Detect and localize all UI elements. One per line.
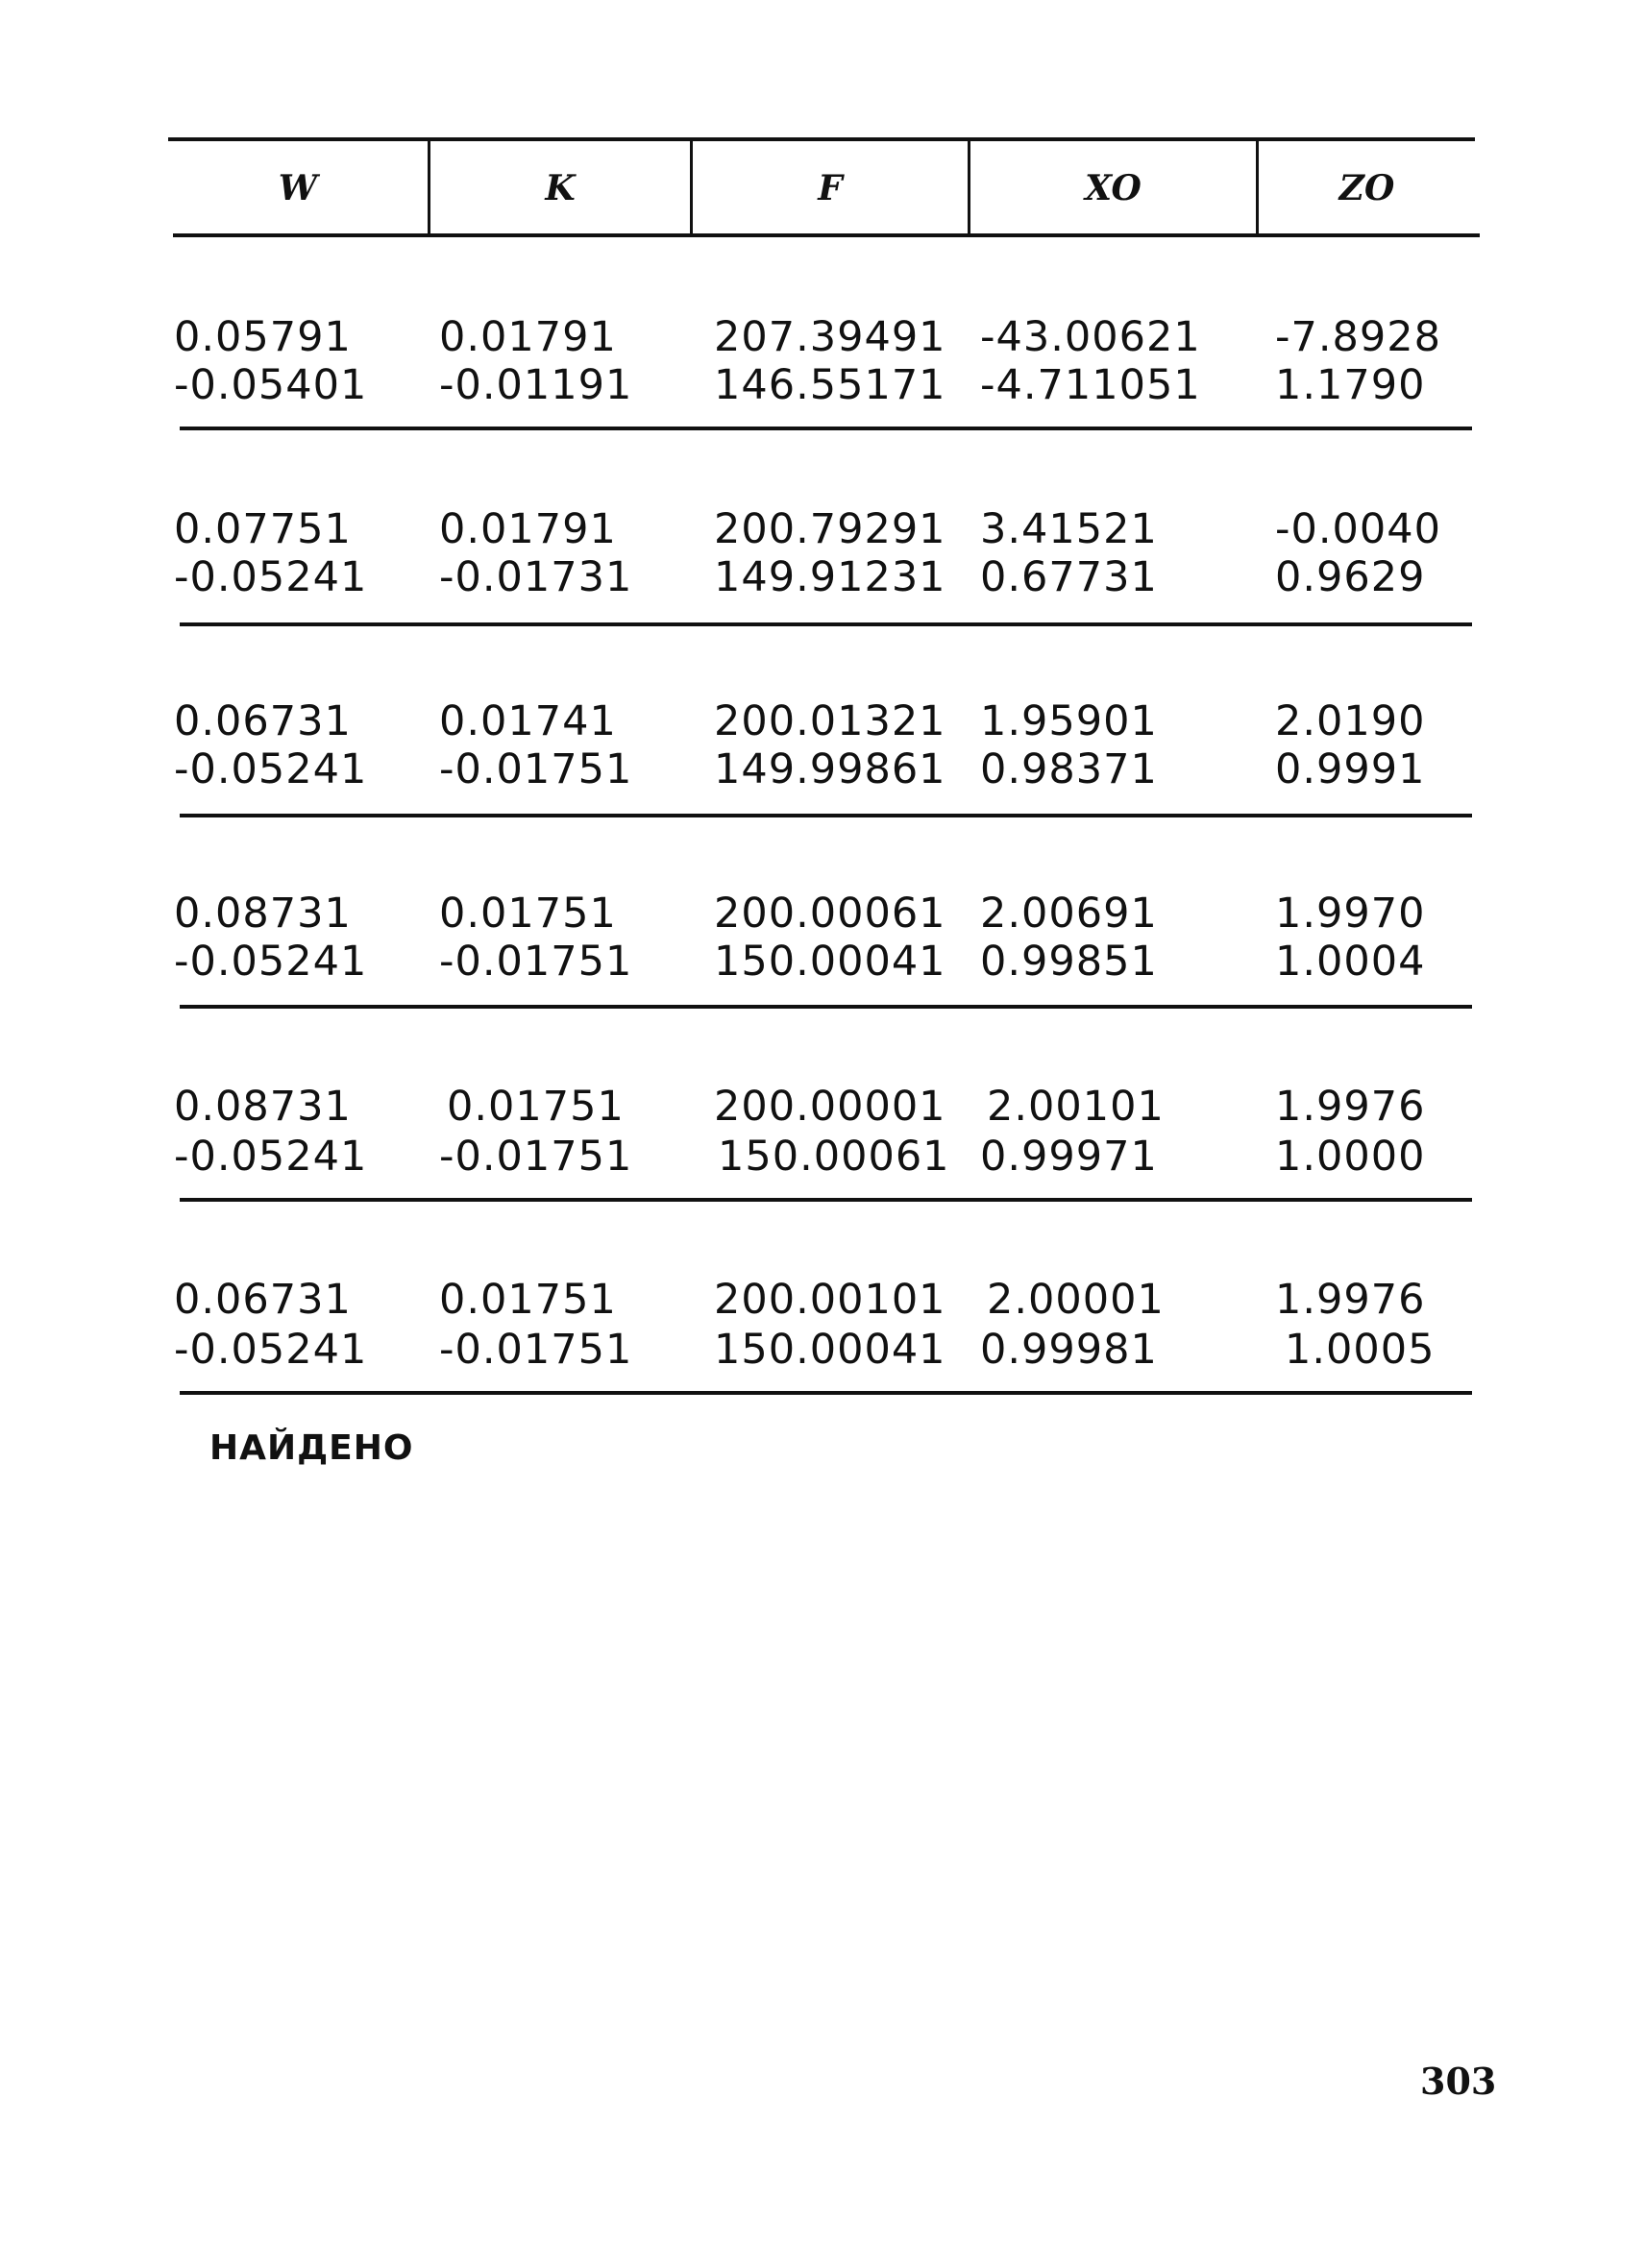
cell-zo: -7.8928	[1275, 313, 1441, 361]
cell-w: -0.05241	[174, 553, 368, 601]
cell-f: 150.00061	[718, 1133, 950, 1181]
status-text: НАЙДЕНО	[209, 1428, 414, 1468]
cell-w: 0.08731	[174, 890, 352, 938]
cell-k: -0.01191	[439, 361, 633, 409]
cell-xo: 0.99971	[980, 1133, 1158, 1181]
header-bottom-rule	[173, 233, 1480, 237]
table-header	[168, 137, 1475, 238]
cell-f: 149.99861	[714, 745, 946, 793]
cell-xo: 0.99981	[980, 1326, 1158, 1374]
cell-w: -0.05241	[174, 1133, 368, 1181]
cell-k: -0.01751	[439, 1326, 633, 1374]
cell-xo: 2.00101	[987, 1083, 1165, 1131]
cell-xo: 2.00691	[980, 890, 1158, 938]
block-separator	[180, 1391, 1472, 1395]
cell-k: 0.01791	[439, 313, 617, 361]
header-top-rule	[168, 137, 1475, 141]
cell-zo: 0.9991	[1275, 745, 1426, 793]
header-k: K	[545, 168, 576, 208]
cell-f: 146.55171	[714, 361, 946, 409]
block-separator	[180, 622, 1472, 626]
cell-f: 149.91231	[714, 553, 946, 601]
cell-k: 0.01741	[439, 697, 617, 745]
cell-w: -0.05401	[174, 361, 368, 409]
cell-w: 0.07751	[174, 505, 352, 553]
cell-f: 200.00061	[714, 890, 946, 938]
cell-zo: 1.1790	[1275, 361, 1426, 409]
cell-w: -0.05241	[174, 938, 368, 986]
header-f: F	[818, 168, 843, 208]
cell-k: 0.01751	[447, 1083, 625, 1131]
cell-f: 200.79291	[714, 505, 946, 553]
cell-xo: 0.99851	[980, 938, 1158, 986]
cell-xo: 1.95901	[980, 697, 1158, 745]
cell-xo: 0.67731	[980, 553, 1158, 601]
cell-zo: -0.0040	[1275, 505, 1441, 553]
cell-k: 0.01751	[439, 1276, 617, 1324]
cell-f: 200.01321	[714, 697, 946, 745]
block-separator	[180, 814, 1472, 817]
cell-k: -0.01751	[439, 938, 633, 986]
cell-k: -0.01751	[439, 745, 633, 793]
cell-f: 207.39491	[714, 313, 946, 361]
cell-k: 0.01751	[439, 890, 617, 938]
cell-w: 0.05791	[174, 313, 352, 361]
cell-k: 0.01791	[439, 505, 617, 553]
cell-zo: 1.0004	[1275, 938, 1426, 986]
cell-zo: 1.9976	[1275, 1083, 1426, 1131]
cell-w: 0.06731	[174, 1276, 352, 1324]
cell-xo: -43.00621	[980, 313, 1201, 361]
header-zo: ZO	[1338, 168, 1395, 208]
block-separator	[180, 1198, 1472, 1202]
cell-xo: -4.711051	[980, 361, 1201, 409]
cell-zo: 0.9629	[1275, 553, 1426, 601]
cell-f: 150.00041	[714, 938, 946, 986]
cell-zo: 2.0190	[1275, 697, 1426, 745]
cell-k: -0.01751	[439, 1133, 633, 1181]
cell-f: 200.00001	[714, 1083, 946, 1131]
cell-zo: 1.9976	[1275, 1276, 1426, 1324]
cell-zo: 1.9970	[1275, 890, 1426, 938]
cell-zo: 1.0005	[1285, 1326, 1436, 1374]
block-separator	[180, 427, 1472, 430]
cell-w: -0.05241	[174, 745, 368, 793]
cell-k: -0.01731	[439, 553, 633, 601]
cell-zo: 1.0000	[1275, 1133, 1426, 1181]
cell-xo: 2.00001	[987, 1276, 1165, 1324]
cell-f: 200.00101	[714, 1276, 946, 1324]
cell-xo: 0.98371	[980, 745, 1158, 793]
cell-f: 150.00041	[714, 1326, 946, 1374]
cell-w: -0.05241	[174, 1326, 368, 1374]
page-number: 303	[1420, 2060, 1497, 2103]
cell-w: 0.06731	[174, 697, 352, 745]
cell-xo: 3.41521	[980, 505, 1158, 553]
header-xo: XO	[1085, 168, 1142, 208]
header-w: W	[278, 168, 318, 208]
block-separator	[180, 1005, 1472, 1009]
cell-w: 0.08731	[174, 1083, 352, 1131]
